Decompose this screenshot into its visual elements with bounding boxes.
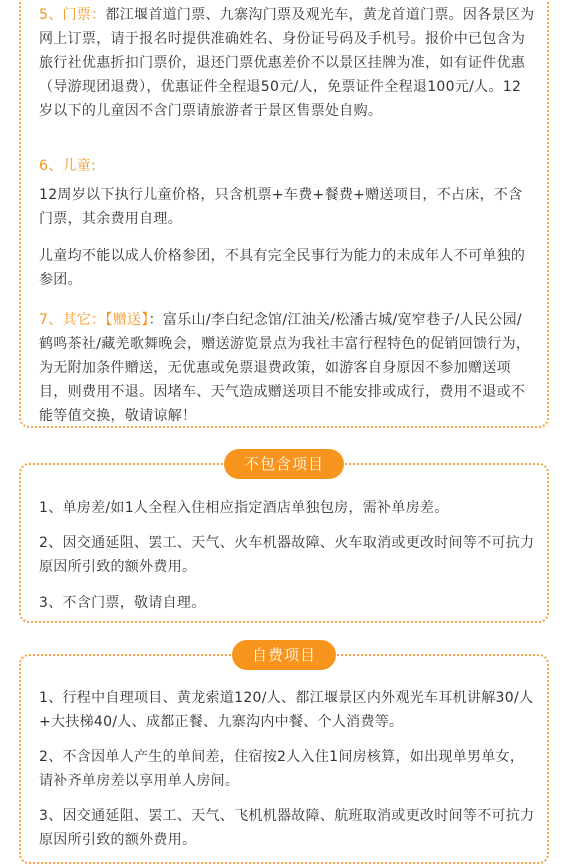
children-paragraph-1: 12周岁以下执行儿童价格，只含机票+车费+餐费+赠送项目，不占床，不含门票，其余费用自理。	[39, 187, 523, 227]
children-paragraph-2: 儿童均不能以成人价格参团，不具有完全民事行为能力的未成年人不可单独的参团。	[39, 248, 526, 288]
others-paragraph	[39, 308, 535, 428]
self-pay-item-2: 2、不含因单人产生的单间差，住宿按2人入住1间房核算，如出现单男单女，请补齐单房差以享用单人房间。	[39, 749, 525, 789]
tickets-text: 都江堰首道门票、九寨沟门票及观光车，黄龙首道门票。因各景区为网上订票，请于报名时提供准确姓名、身份证号码及手机号。报价中已包含为旅行社优惠折扣门票价，退还门票优惠差价不以景区挂牌为准，如有证件优惠（导游现团退费），优惠证件全程退50元/人，免票证件全程退100元/人。12岁以下的儿童因不含门票请旅游者于景区售票处自购。	[39, 7, 535, 119]
excluded-section	[19, 455, 549, 623]
excluded-item-2: 2、因交通延阻、罢工、天气、火车机器故障、火车取消或更改时间等不可抗力原因所引致的额外费用。	[39, 535, 535, 575]
excluded-item-1: 1、单房差/如1人全程入住相应指定酒店单独包房，需补单房差。	[39, 500, 449, 516]
self-pay-section	[19, 646, 549, 864]
self-pay-title-badge: 自费项目	[232, 640, 336, 670]
tickets-label: 5、门票：	[39, 7, 106, 23]
self-pay-item-3: 3、因交通延阻、罢工、天气、飞机机器故障、航班取消或更改时间等不可抗力原因所引致的额外费用。	[39, 808, 535, 848]
included-section	[19, 0, 549, 428]
children-label: 6、儿童:	[39, 158, 97, 174]
tickets-paragraph	[39, 3, 535, 123]
self-pay-item-1: 1、行程中自理项目、黄龙索道120/人、都江堰景区内外观光车耳机讲解30/人+大扶梯40/人、成都正餐、九寨沟内中餐、个人消费等。	[39, 690, 534, 730]
others-label: 7、其它：	[39, 312, 106, 328]
excluded-title-badge: 不包含项目	[224, 449, 344, 479]
excluded-item-3: 3、不含门票，敬请自理。	[39, 595, 206, 611]
others-text: ：富乐山/李白纪念馆/江油关/松潘古城/宽窄巷子/人民公园/鹤鸣茶社/藏羌歌舞晚会，赠送游览景点为我社丰富行程特色的促销回馈行为，为无附加条件赠送，无优惠或免票退费政策，如游客自身原因不参加赠送项目，则费用不退。因堵车、天气造成赠送项目不能安排或成行，费用不退或不能等值交换，敬请谅解！	[39, 312, 531, 424]
gift-tag: 【赠送】	[105, 312, 149, 328]
